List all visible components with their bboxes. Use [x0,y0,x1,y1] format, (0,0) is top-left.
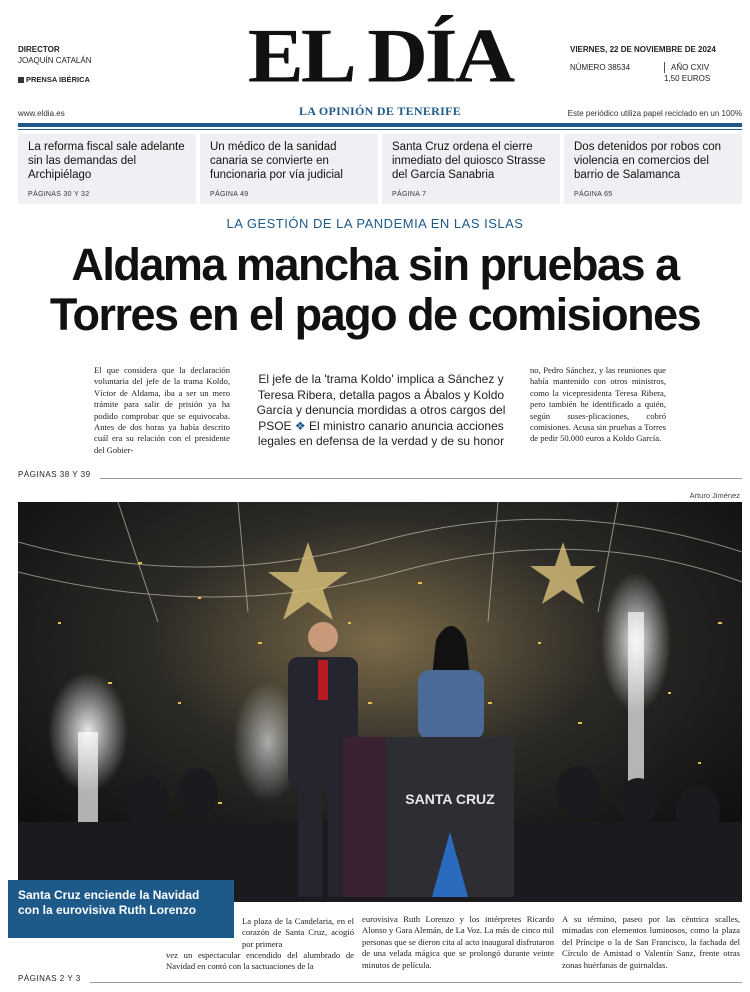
director-name: JOAQUÍN CATALÁN [18,56,92,65]
issue-year: AÑO CXIV [671,63,710,72]
newspaper-subtitle: LA OPINIÓN DE TENERIFE [298,104,462,118]
teaser-item[interactable] [200,134,378,204]
headline-line-1: Aldama mancha sin pruebas a [71,239,679,290]
photo-caption-title: Santa Cruz enciende la Navidad con la eurovisiva Ruth Lorenzo [18,888,200,917]
issue-info [570,44,740,84]
issue-divider [664,62,665,73]
svg-text:SANTA CRUZ: SANTA CRUZ [405,791,495,807]
lead-pages-rule [100,478,742,479]
lectern [343,737,514,897]
newspaper-logo[interactable]: EL DÍA [247,13,513,99]
lead-headline[interactable] [0,240,750,340]
lead-body-col-1: El que considera que la declaración voluntaria del jefe de la trama Koldo, Víctor de Aldama, iba a ser un mero trámite para salir de prisión ya ha podido comprobar que se equivocaba. Antes de dos horas ya había descrito cuál era su relación con el presidente del Gobier- [94,365,230,455]
website-link[interactable]: www.eldia.es [18,109,65,118]
photo-text-col-1: La plaza de la Candelaria, en el corazón de Santa Cruz, acogió por primera [242,916,354,949]
director-block [18,44,92,85]
photo-illustration [18,502,742,902]
teaser-pages: PÁGINA 49 [210,191,249,198]
director-label: DIRECTOR [18,45,60,54]
lead-deck [252,372,510,450]
teaser-title: Dos detenidos por robos con violencia en comercios del barrio de Salamanca [574,141,722,181]
lead-kicker: LA GESTIÓN DE LA PANDEMIA EN LAS ISLAS [226,216,524,231]
press-group [18,74,92,85]
deck-part-1: El jefe de la 'trama Koldo' implica a Sánchez y Teresa Ribera, detalla pagos a Ábalos y Koldo García y denuncia mordidas a otros cargos del PSOE [256,372,506,433]
teaser-strip [18,134,742,204]
teaser-item[interactable] [564,134,742,204]
masthead-rule-thin [18,129,742,130]
press-group-icon [18,77,24,83]
photo-text-col-3: A su término, paseo por las céntrica scalles, mimadas con elementos luminosos, como la plaza del Príncipe o la de San Francisco, la fachada del Círculo de Amistad o Valentín Sanz, frente otras zonas huérfanas de guirnaldas. [562,914,740,970]
photo-text-col-0: vez un espectacular encendido del alumbrado de Navidad en contó con la sactuaciones de la [166,950,354,972]
photo-text-col-2: eurovisiva Ruth Lorenzo y los intérpretes Ricardo Alonso y Gara Alemán, de La Voz. La más de cinco mil personas que se dieron cita al acto inaugural disfrutaron de una velada mágica que se prolongó durante veinte minutos de película. [362,914,554,970]
photo-pages: PÁGINAS 2 Y 3 [18,974,81,983]
christmas-lights-photo[interactable] [18,502,742,902]
diamond-icon: ❖ [294,418,306,433]
teaser-pages: PÁGINAS 30 Y 32 [28,191,90,198]
masthead [0,0,750,128]
photo-caption-box[interactable] [8,880,234,938]
headline-line-2: Torres en el pago de comisiones [49,289,701,340]
teaser-title: Santa Cruz ordena el cierre inmediato del quiosco Strasse del García Sanabria [392,141,546,181]
press-group-label: PRENSA IBÉRICA [26,75,90,84]
teaser-pages: PÁGINA 65 [574,191,613,198]
issue-number: NÚMERO 38534 [570,63,631,72]
photo-pages-rule [90,982,742,983]
teaser-item[interactable] [18,134,196,204]
recycled-note: Este periódico utiliza papel reciclado en un 100% [567,109,742,118]
photo-credit: Arturo Jiménez [689,491,740,500]
teaser-item[interactable] [382,134,560,204]
lead-body-col-3: no, Pedro Sánchez, y las reuniones que había mantenido con otros ministros, como la vicepresidenta Teresa Ribera, pero también he identificado a quién, según suses-plicaciones, cobró comisiones. Acusa sin pruebas a Torres de pedir 50.000 euros a Koldo García. [530,365,666,444]
lead-pages: PÁGINAS 38 Y 39 [18,470,91,479]
masthead-rule [18,123,742,127]
deck-part-2: El ministro canario anuncia acciones legales en defensa de la verdad y de su honor [257,418,505,448]
teaser-pages: PÁGINA 7 [392,191,427,198]
teaser-title: Un médico de la sanidad canaria se convierte en funcionaria por vía judicial [210,141,343,181]
issue-price: 1,50 EUROS [664,74,711,83]
issue-date: VIERNES, 22 DE NOVIEMBRE DE 2024 [570,45,716,54]
teaser-title: La reforma fiscal sale adelante sin las demandas del Archipiélago [28,141,185,181]
